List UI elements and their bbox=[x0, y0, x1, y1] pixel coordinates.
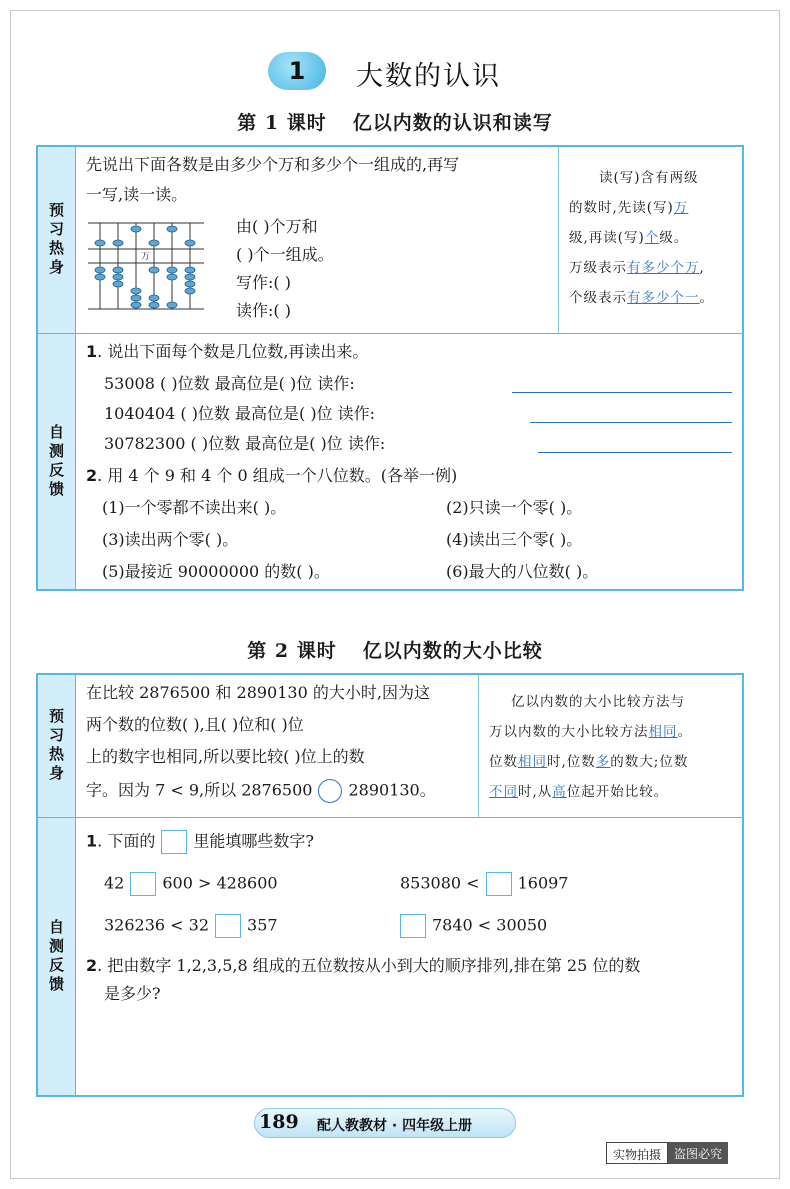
tip2-line-3: 位数相同时,位数多的数大;位数 bbox=[489, 754, 689, 770]
page-number: 189 bbox=[259, 1111, 299, 1133]
l2-q2-prompt-line2: 是多少? bbox=[104, 984, 161, 1003]
q2-prompt: 2. 用 4 个 9 和 4 个 0 组成一个八位数。(各举一例) bbox=[86, 466, 458, 485]
p-line-1: 在比较 2876500 和 2890130 的大小时,因为这 bbox=[86, 683, 430, 702]
lesson-2-preview-row bbox=[38, 675, 742, 817]
unit-header bbox=[0, 52, 790, 96]
lesson-2-name: 亿以内数的大小比较 bbox=[362, 640, 543, 662]
p-line-2: 两个数的位数( ),且( )位和( )位 bbox=[86, 715, 304, 734]
abacus-figure bbox=[86, 215, 208, 315]
lesson-1-tip bbox=[558, 147, 742, 333]
compare-4-box[interactable] bbox=[400, 914, 426, 938]
q1-answer-line-3[interactable] bbox=[538, 452, 732, 453]
q2-item-5: (5)最接近 90000000 的数( )。 bbox=[102, 562, 330, 581]
book-title: 配人教教材 · 四年级上册 bbox=[317, 1118, 473, 1134]
test-label-2: 自测反馈 bbox=[38, 818, 76, 1095]
fill-blank-1: 由( )个万和 bbox=[236, 217, 318, 236]
p-line-3: 上的数字也相同,所以要比较( )位上的数 bbox=[86, 747, 365, 766]
unit-title: 大数的认识 bbox=[356, 61, 501, 92]
q1-answer-line-1[interactable] bbox=[512, 392, 732, 393]
q1-row-3: 30782300 ( )位数 最高位是( )位 读作: bbox=[104, 434, 386, 453]
l2-q1-prompt: 1. 下面的 里能填哪些数字? bbox=[86, 830, 314, 854]
compare-2: 853080 < 16097 bbox=[400, 872, 568, 896]
fill-blank-3: 写作:( ) bbox=[236, 273, 291, 292]
q1-row-2: 1040404 ( )位数 最高位是( )位 读作: bbox=[104, 404, 376, 423]
q2-item-4: (4)读出三个零( )。 bbox=[446, 530, 583, 549]
q2-item-6: (6)最大的八位数( )。 bbox=[446, 562, 599, 581]
q2-item-2: (2)只读一个零( )。 bbox=[446, 498, 583, 517]
lesson-1-title bbox=[0, 108, 790, 135]
watermark-stamp bbox=[606, 1142, 728, 1164]
q1-prompt: 1. 说出下面每个数是几位数,再读出来。 bbox=[86, 342, 369, 361]
abacus-wan-label: 万 bbox=[141, 252, 151, 262]
lesson-1-preview-row bbox=[38, 147, 742, 333]
compare-circle[interactable] bbox=[318, 779, 342, 803]
lesson-1-number: 第 1 课时 bbox=[237, 112, 327, 134]
lesson-2-box bbox=[36, 673, 744, 1097]
lesson-1-test-row bbox=[38, 334, 742, 589]
unit-number-badge: 1 bbox=[268, 52, 326, 90]
compare-4: 7840 < 30050 bbox=[394, 914, 547, 938]
q2-item-1: (1)一个零都不读出来( )。 bbox=[102, 498, 287, 517]
tip-line-3: 级,再读(写)个级。 bbox=[569, 230, 689, 246]
tip-line-5: 个级表示有多少个一。 bbox=[569, 290, 714, 306]
lesson-2-test-row bbox=[38, 818, 742, 1095]
q1-row-1: 53008 ( )位数 最高位是( )位 读作: bbox=[104, 374, 355, 393]
preview-intro-line2: 一写,读一读。 bbox=[86, 185, 188, 204]
p-line-4: 字。因为 7 < 9,所以 2876500 2890130。 bbox=[86, 779, 436, 803]
stamp-left: 实物拍摄 bbox=[606, 1142, 668, 1164]
tip2-line-1: 亿以内数的大小比较方法与 bbox=[511, 694, 685, 710]
sample-box bbox=[161, 830, 187, 854]
preview-label: 预习热身 bbox=[38, 147, 76, 333]
test-label: 自测反馈 bbox=[38, 334, 76, 589]
fill-blank-2: ( )个一组成。 bbox=[236, 245, 334, 264]
page-footer bbox=[254, 1108, 516, 1138]
lesson-2-number: 第 2 课时 bbox=[247, 640, 337, 662]
tip2-line-2: 万以内数的大小比较方法相同。 bbox=[489, 724, 692, 740]
tip2-line-4: 不同时,从高位起开始比较。 bbox=[489, 784, 669, 800]
tip-line-1: 读(写)含有两级 bbox=[599, 170, 699, 186]
tip-line-2: 的数时,先读(写)万 bbox=[569, 200, 689, 216]
compare-2-box[interactable] bbox=[486, 872, 512, 896]
lesson-1-box bbox=[36, 145, 744, 591]
lesson-2-title bbox=[0, 636, 790, 663]
lesson-1-name: 亿以内数的认识和读写 bbox=[352, 112, 553, 134]
fill-blank-4: 读作:( ) bbox=[236, 301, 291, 320]
compare-1-box[interactable] bbox=[130, 872, 156, 896]
stamp-right: 盗图必究 bbox=[668, 1142, 728, 1164]
compare-3-box[interactable] bbox=[215, 914, 241, 938]
compare-3: 326236 < 32 357 bbox=[104, 914, 278, 938]
l2-q2-prompt: 2. 把由数字 1,2,3,5,8 组成的五位数按从小到大的顺序排列,排在第 25 位的数 bbox=[86, 956, 641, 975]
tip-line-4: 万级表示有多少个万, bbox=[569, 260, 705, 276]
preview-intro-line1: 先说出下面各数是由多少个万和多少个一组成的,再写 bbox=[86, 155, 460, 174]
q2-item-3: (3)读出两个零( )。 bbox=[102, 530, 239, 549]
compare-1: 42 600 > 428600 bbox=[104, 872, 278, 896]
preview-label-2: 预习热身 bbox=[38, 675, 76, 817]
lesson-2-tip bbox=[478, 675, 742, 817]
q1-answer-line-2[interactable] bbox=[530, 422, 732, 423]
